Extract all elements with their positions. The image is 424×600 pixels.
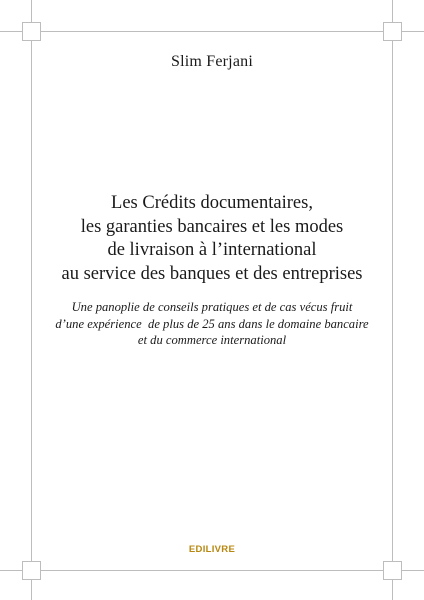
- subtitle-line: Une panoplie de conseils pratiques et de cas vécus fruit: [71, 300, 353, 314]
- publisher-logo: EDILIVRE: [188, 544, 236, 555]
- book-subtitle: [20, 299, 404, 349]
- book-title: [30, 192, 394, 286]
- corner-box-bottom-right: [383, 561, 402, 580]
- frame-bottom-line: [0, 570, 424, 571]
- title-line: Les Crédits documentaires,: [111, 193, 313, 213]
- title-line: les garanties bancaires et les modes: [80, 216, 344, 237]
- corner-box-top-right: [383, 22, 402, 41]
- title-line: de livraison à l’international: [107, 240, 317, 260]
- corner-box-bottom-left: [22, 561, 41, 580]
- subtitle-line: et du commerce international: [137, 333, 287, 347]
- author-name: Slim Ferjani: [171, 53, 253, 70]
- title-line: au service des banques et des entreprises: [61, 263, 363, 284]
- frame-top-line: [0, 31, 424, 32]
- subtitle-line: d’une expérience de plus de 25 ans dans le domaine bancaire: [55, 316, 369, 331]
- corner-box-top-left: [22, 22, 41, 41]
